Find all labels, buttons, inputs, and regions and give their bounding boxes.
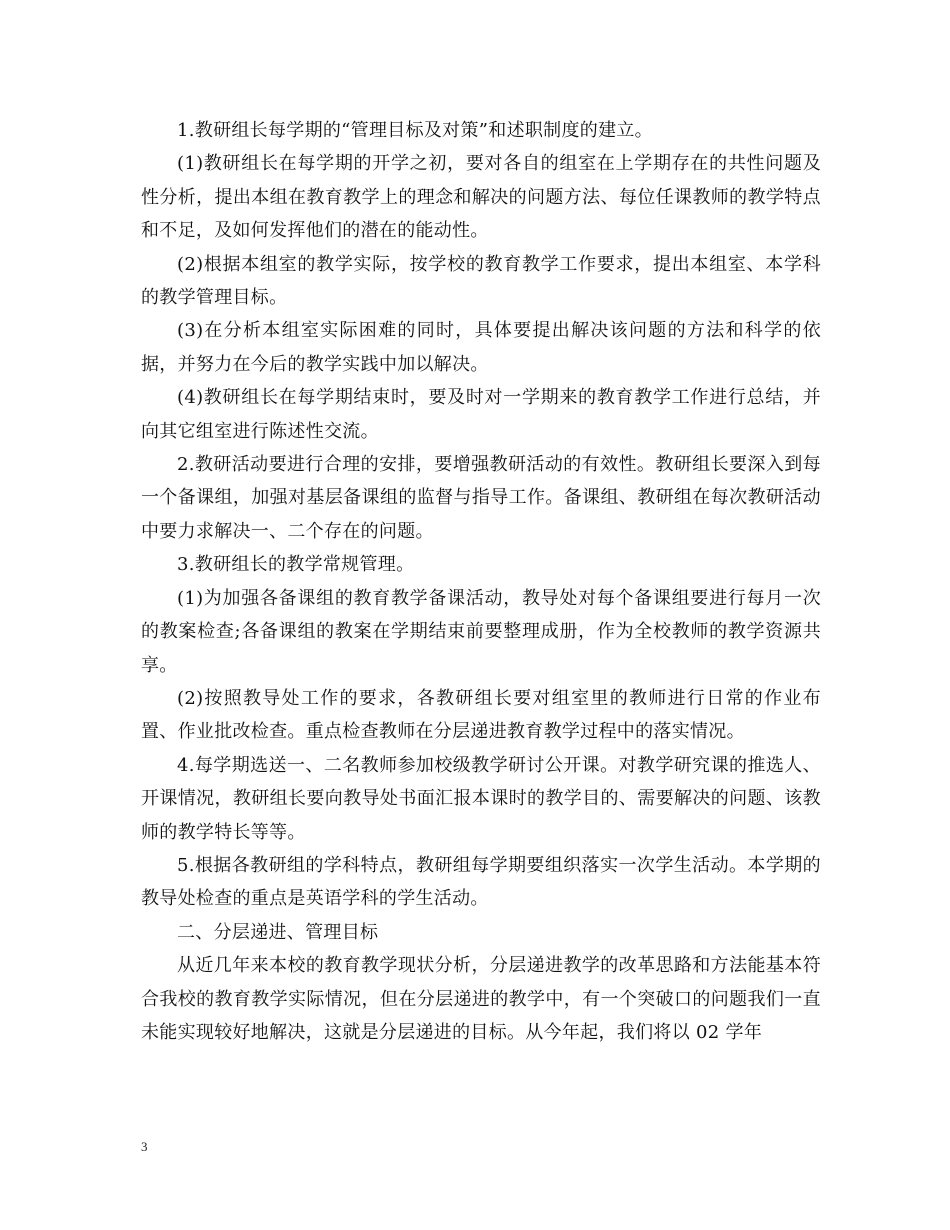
section-heading: 二、分层递进、管理目标 [177,921,379,943]
paragraph-6: 2.教研活动要进行合理的安排，要增强教研活动的有效性。教研组长要深入到每一个备课组，加强对基层备课组的监督与指导工作。备课组、教研组在每次教研活动中要力求解决一、二个存在的问题。 [141,454,821,542]
paragraph-13: 从近几年来本校的教育教学现状分析，分层递进教学的改革思路和方法能基本符合我校的教育教学实际情况，但在分层递进的教学中，有一个突破口的问题我们一直未能实现较好地解决，这就是分层递进的目标。从今年起，我们将以 02 学年 [141,955,821,1043]
paragraph-4: (3)在分析本组室实际困难的同时，具体要提出解决该问题的方法和科学的依据，并努力在今后的教学实践中加以解决。 [141,320,821,375]
paragraph-5: (4)教研组长在每学期结束时，要及时对一学期来的教育教学工作进行总结，并向其它组室进行陈述性交流。 [141,387,821,442]
page-number: 3 [141,1139,148,1154]
paragraph-8: (1)为加强各备课组的教育教学备课活动，教导处对每个备课组要进行每月一次的教案检查;各备课组的教案在学期结束前要整理成册，作为全校教师的教学资源共享。 [141,587,821,676]
paragraph-1: 1.教研组长每学期的“管理目标及对策”和述职制度的建立。 [177,120,653,141]
paragraph-2: (1)教研组长在每学期的开学之初，要对各自的组室在上学期存在的共性问题及性分析，提出本组在教育教学上的理念和解决的问题方法、每位任课教师的教学特点和不足，及如何发挥他们的潜在的能动性。 [141,153,821,242]
paragraph-10: 4.每学期选送一、二名教师参加校级教学研讨公开课。对教学研究课的推选人、开课情况，教研组长要向教导处书面汇报本课时的教学目的、需要解决的问题、该教师的教学特长等等。 [141,754,821,843]
paragraph-11: 5.根据各教研组的学科特点，教研组每学期要组织落实一次学生活动。本学期的教导处检查的重点是英语学科的学生活动。 [141,854,821,910]
document-body [141,114,821,1049]
paragraph-9: (2)按照教导处工作的要求，各教研组长要对组室里的教师进行日常的作业布置、作业批改检查。重点检查教师在分层递进教育教学过程中的落实情况。 [141,687,821,743]
paragraph-3: (2)根据本组室的教学实际，按学校的教育教学工作要求，提出本组室、本学科的教学管理目标。 [141,253,821,309]
paragraph-7: 3.教研组长的教学常规管理。 [177,554,415,576]
